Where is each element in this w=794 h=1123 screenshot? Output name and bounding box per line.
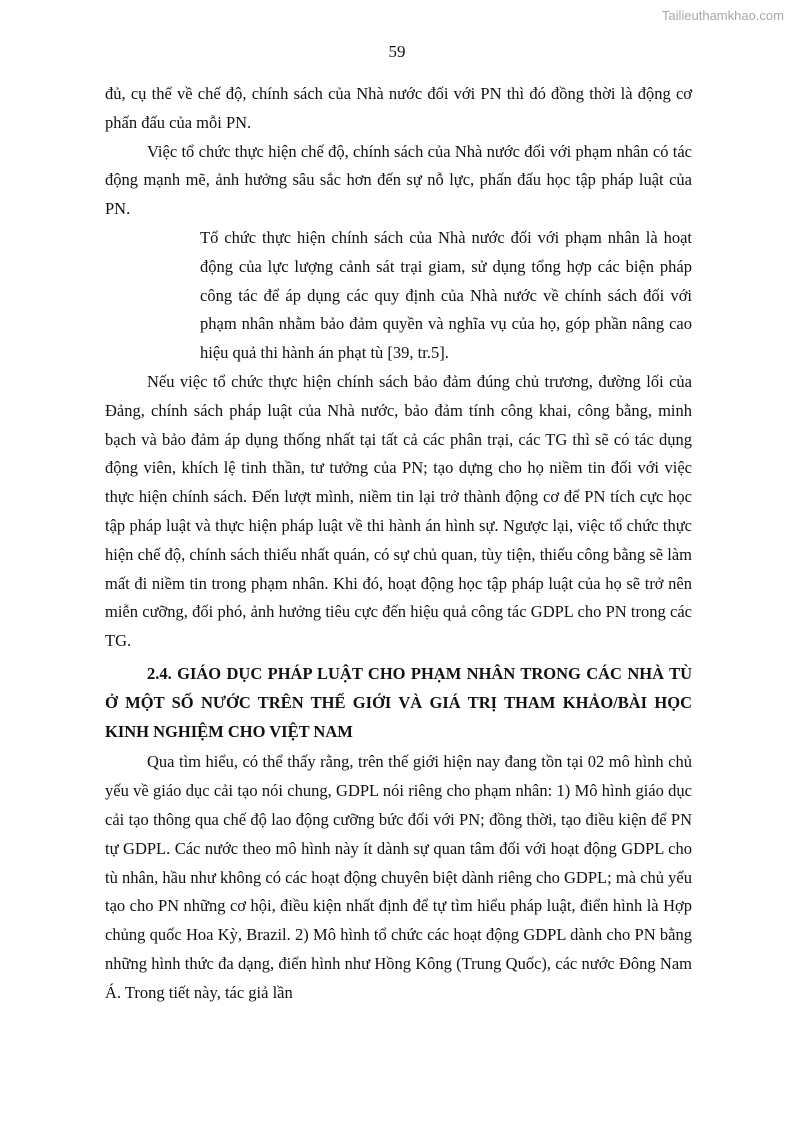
paragraph: Qua tìm hiểu, có thể thấy rằng, trên thế giới hiện nay đang tồn tại 02 mô hình chủ yếu về giáo dục cải tạo nói chung, GDPL nói riêng cho phạm nhân: 1) Mô hình giáo dục cải tạo thông qua chế độ lao động cưỡng bức đối với PN; đồng thời, tạo điều kiện để PN tự GDPL. Các nước theo mô hình này ít dành sự quan tâm đối với hoạt động GDPL cho tù nhân, hầu như không có các hoạt động chuyên biệt dành riêng cho GDPL; mà chủ yếu tạo cho PN những cơ hội, điều kiện nhất định để tự tìm hiểu pháp luật, điển hình là Hợp chủng quốc Hoa Kỳ, Brazil. 2) Mô hình tổ chức các hoạt động GDPL dành cho PN bằng những hình thức đa dạng, điển hình như Hồng Kông (Trung Quốc), các nước Đông Nam Á. Trong tiết này, tác giả lần	[105, 752, 692, 1002]
paragraph: Nếu việc tổ chức thực hiện chính sách bảo đảm đúng chủ trương, đường lối của Đảng, chính sách pháp luật của Nhà nước, bảo đảm tính công khai, công bằng, minh bạch và bảo đảm áp dụng thống nhất tại tất cả các phân trại, các TG thì sẽ có tác dụng động viên, khích lệ tinh thần, tư tưởng của PN; tạo dựng cho họ niềm tin đối với việc thực hiện chính sách. Đến lượt mình, niềm tin lại trở thành động cơ để PN tích cực học tập pháp luật và thực hiện pháp luật về thi hành án hình sự. Ngược lại, việc tổ chức thực hiện chế độ, chính sách thiếu nhất quán, có sự chủ quan, tùy tiện, thiếu công bằng sẽ làm mất đi niềm tin trong phạm nhân. Khi đó, hoạt động học tập pháp luật của họ sẽ trở nên miễn cưỡng, đối phó, ảnh hưởng tiêu cực đến hiệu quả công tác GDPL cho PN trong các TG.	[105, 371, 692, 651]
watermark: Tailieuthamkhao.com	[661, 8, 784, 23]
section-heading: 2.4. GIÁO DỤC PHÁP LUẬT CHO PHẠM NHÂN TRONG CÁC NHÀ TÙ Ở MỘT SỐ NƯỚC TRÊN THẾ GIỚI VÀ GIÁ TRỊ THAM KHẢO/BÀI HỌC KINH NGHIỆM CHO VIỆT NAM	[105, 663, 692, 741]
block-quote: Tổ chức thực hiện chính sách của Nhà nước đối với phạm nhân là hoạt động của lực lượng cảnh sát trại giam, sử dụng tổng hợp các biện pháp công tác để áp dụng các quy định của Nhà nước về chính sách đối với phạm nhân nhằm bảo đảm quyền và nghĩa vụ của họ, góp phần nâng cao hiệu quả thi hành án phạt tù [39, tr.5].	[200, 227, 692, 363]
paragraph: Việc tổ chức thực hiện chế độ, chính sách của Nhà nước đối với phạm nhân có tác động mạnh mẽ, ảnh hưởng sâu sắc hơn đến sự nỗ lực, phấn đấu học tập pháp luật của PN.	[105, 141, 692, 219]
page-number: 59	[388, 42, 406, 61]
page-content	[105, 80, 692, 1008]
paragraph-continuation: đủ, cụ thể về chế độ, chính sách của Nhà nước đối với PN thì đó đồng thời là động cơ phấn đấu của mỗi PN.	[105, 84, 692, 132]
